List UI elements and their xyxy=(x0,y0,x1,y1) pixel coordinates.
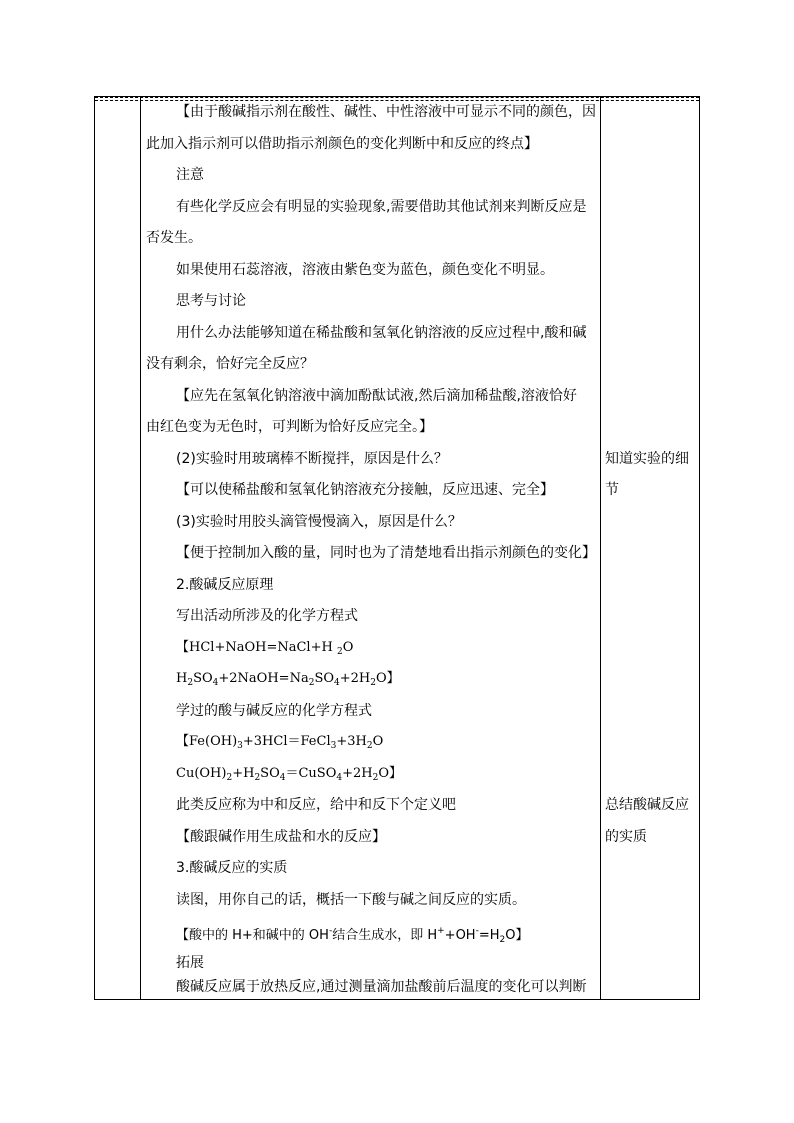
text-line: 用什么办法能够知道在稀盐酸和氢氧化钠溶液的反应过程中,酸和碱 xyxy=(176,325,587,341)
equation-line: 【酸中的 H+和碱中的 OH-结合生成水，即 $H^++OH^-=H_2O$】 xyxy=(176,926,529,945)
extension-heading: 拓展 xyxy=(176,955,204,971)
text-line: 写出活动所涉及的化学方程式 xyxy=(176,608,358,624)
text-line: 没有剩余，恰好完全反应？ xyxy=(146,356,314,372)
side-note: 总结酸碱反应 xyxy=(605,797,689,813)
side-note: 节 xyxy=(605,482,619,498)
text-line: 【应先在氢氧化钠溶液中滴加酚酞试液,然后滴加稀盐酸,溶液恰好 xyxy=(176,388,577,404)
text-line: 此加入指示剂可以借助指示剂颜色的变化判断中和反应的终点】 xyxy=(146,136,538,152)
question-line: (3)实验时用胶头滴管慢慢滴入，原因是什么？ xyxy=(176,514,462,530)
answer-line: 【可以使稀盐酸和氢氧化钠溶液充分接触，反应迅速、完全】 xyxy=(176,482,554,498)
discussion-heading: 思考与讨论 xyxy=(176,293,246,309)
equation-line: $Cu(OH)_2+H_2SO_4=CuSO_4+2H_2O$】 xyxy=(176,766,403,783)
section-heading: 2.酸碱反应原理 xyxy=(176,577,274,593)
equation-line: 【$Fe(OH)_3+3HCl=FeCl_3+3H_2O$ xyxy=(176,734,384,751)
answer-line: 【便于控制加入酸的量，同时也为了清楚地看出指示剂颜色的变化】 xyxy=(176,545,596,561)
text-line: 否发生。 xyxy=(146,230,202,246)
lesson-table xyxy=(94,96,700,1000)
text-line: 如果使用石蕊溶液，溶液由紫色变为蓝色，颜色变化不明显。 xyxy=(176,262,554,278)
equation-line: 【HCl+NaOH=NaCl+H $_2$O xyxy=(176,640,354,657)
answer-line: 【酸跟碱作用生成盐和水的反应】 xyxy=(176,829,386,845)
text-line: 有些化学反应会有明显的实验现象,需要借助其他试剂来判断反应是 xyxy=(176,199,587,215)
equation-line: $H_2SO_4+2NaOH=Na_2SO_4+2H_2O$】 xyxy=(176,671,400,688)
text-line: 由红色变为无色时，可判断为恰好反应完全。】 xyxy=(146,419,433,435)
note-heading: 注意 xyxy=(176,167,204,183)
column-divider-left xyxy=(140,97,141,999)
question-line: (2)实验时用玻璃棒不断搅拌，原因是什么？ xyxy=(176,451,448,467)
text-line: 【由于酸碱指示剂在酸性、碱性、中性溶液中可显示不同的颜色，因 xyxy=(176,104,596,120)
column-divider-right xyxy=(600,97,601,999)
section-heading: 3.酸碱反应的实质 xyxy=(176,860,288,876)
text-line: 此类反应称为中和反应，给中和反下个定义吧 xyxy=(176,797,456,813)
side-note: 的实质 xyxy=(605,829,647,845)
top-dashed-border-inner xyxy=(95,100,699,101)
text-line: 读图，用你自己的话，概括一下酸与碱之间反应的实质。 xyxy=(176,892,526,908)
text-line: 酸碱反应属于放热反应,通过测量滴加盐酸前后温度的变化可以判断 xyxy=(176,979,587,995)
side-note: 知道实验的细 xyxy=(605,451,689,467)
text-line: 学过的酸与碱反应的化学方程式 xyxy=(176,703,372,719)
